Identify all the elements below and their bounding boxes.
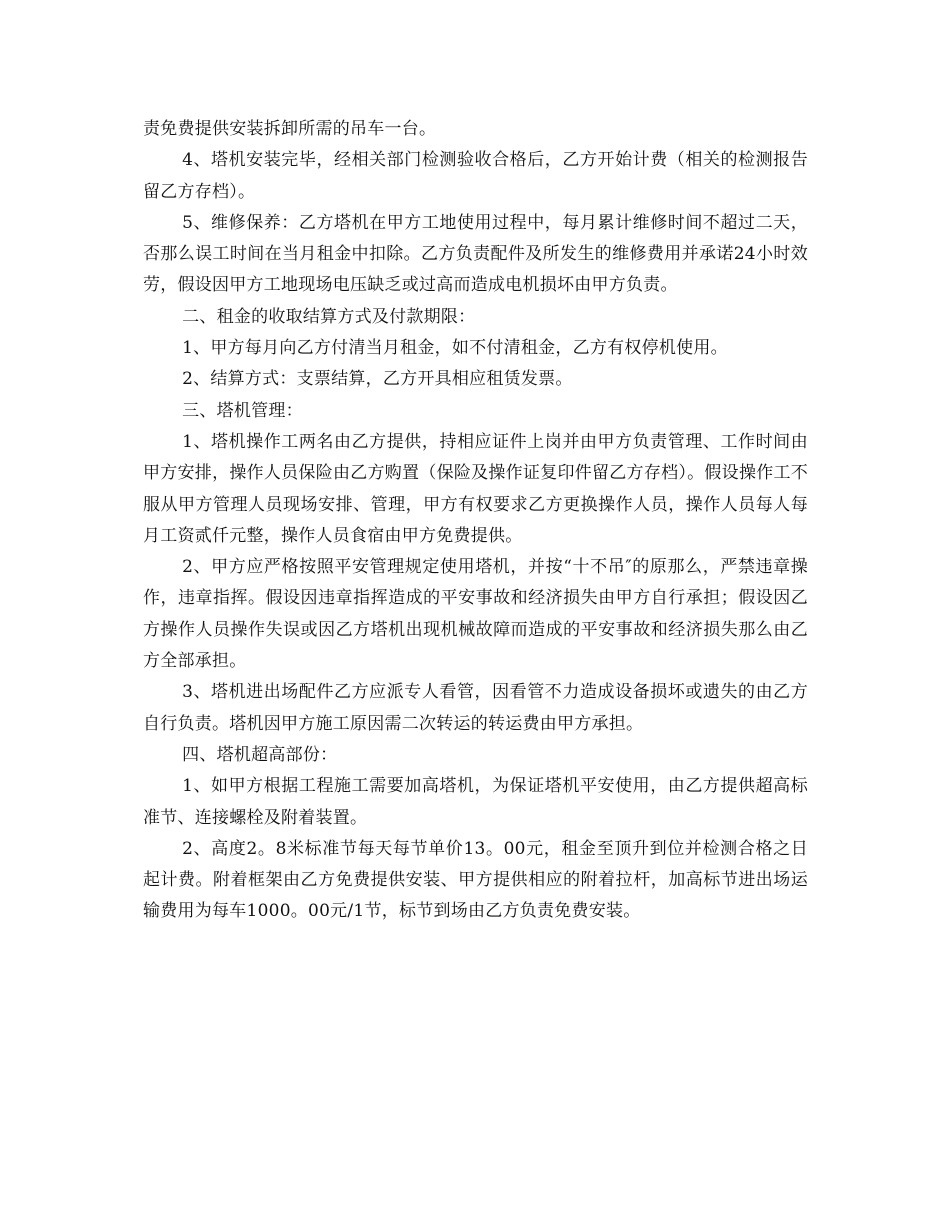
document-body xyxy=(143,114,808,928)
paragraph: 2、高度2。8米标准节每天每节单价13。00元，租金至顶升到位并检测合格之日起计费。附着框架由乙方免费提供安装、甲方提供相应的附着拉杆，加高标节进出场运输费用为每车1000。00元/1节，标节到场由乙方负责免费安装。 xyxy=(143,838,808,922)
section-heading: 四、塔机超高部份： xyxy=(182,744,338,765)
paragraph: 1、甲方每月向乙方付清当月租金，如不付清租金，乙方有权停机使用。 xyxy=(182,338,728,359)
paragraph: 3、塔机进出场配件乙方应派专人看管，因看管不力造成设备损坏或遗失的由乙方自行负责。塔机因甲方施工原因需二次转运的转运费由甲方承担。 xyxy=(143,682,808,734)
paragraph: 5、维修保养：乙方塔机在甲方工地使用过程中，每月累计维修时间不超过二天，否那么误工时间在当月租金中扣除。乙方负责配件及所发生的维修费用并承诺24小时效劳，假设因甲方工地现场电压缺乏或过高而造成电机损坏由甲方负责。 xyxy=(143,212,808,296)
section-heading: 二、租金的收取结算方式及付款期限： xyxy=(182,306,476,327)
paragraph: 责免费提供安装拆卸所需的吊车一台。 xyxy=(143,119,437,139)
paragraph: 1、如甲方根据工程施工需要加高塔机，为保证塔机平安使用，由乙方提供超高标准节、连接螺栓及附着装置。 xyxy=(143,776,808,828)
paragraph: 2、甲方应严格按照平安管理规定使用塔机，并按“十不吊″的原那么，严禁违章操作，违章指挥。假设因违章指挥造成的平安事故和经济损失由甲方自行承担；假设因乙方操作人员操作失误或因乙方塔机出现机械故障而造成的平安事故和经济损失那么由乙方全部承担。 xyxy=(143,557,808,672)
section-heading: 三、塔机管理： xyxy=(182,400,303,421)
paragraph: 2、结算方式：支票结算，乙方开具相应租赁发票。 xyxy=(182,369,573,390)
paragraph: 1、塔机操作工两名由乙方提供，持相应证件上岗并由甲方负责管理、工作时间由甲方安排，操作人员保险由乙方购置（保险及操作证复印件留乙方存档）。假设操作工不服从甲方管理人员现场安排、管理，甲方有权要求乙方更换操作人员，操作人员每人每月工资贰仟元整，操作人员食宿由甲方免费提供。 xyxy=(143,431,808,546)
paragraph: 4、塔机安装完毕，经相关部门检测验收合格后，乙方开始计费（相关的检测报告留乙方存档）。 xyxy=(143,150,808,202)
